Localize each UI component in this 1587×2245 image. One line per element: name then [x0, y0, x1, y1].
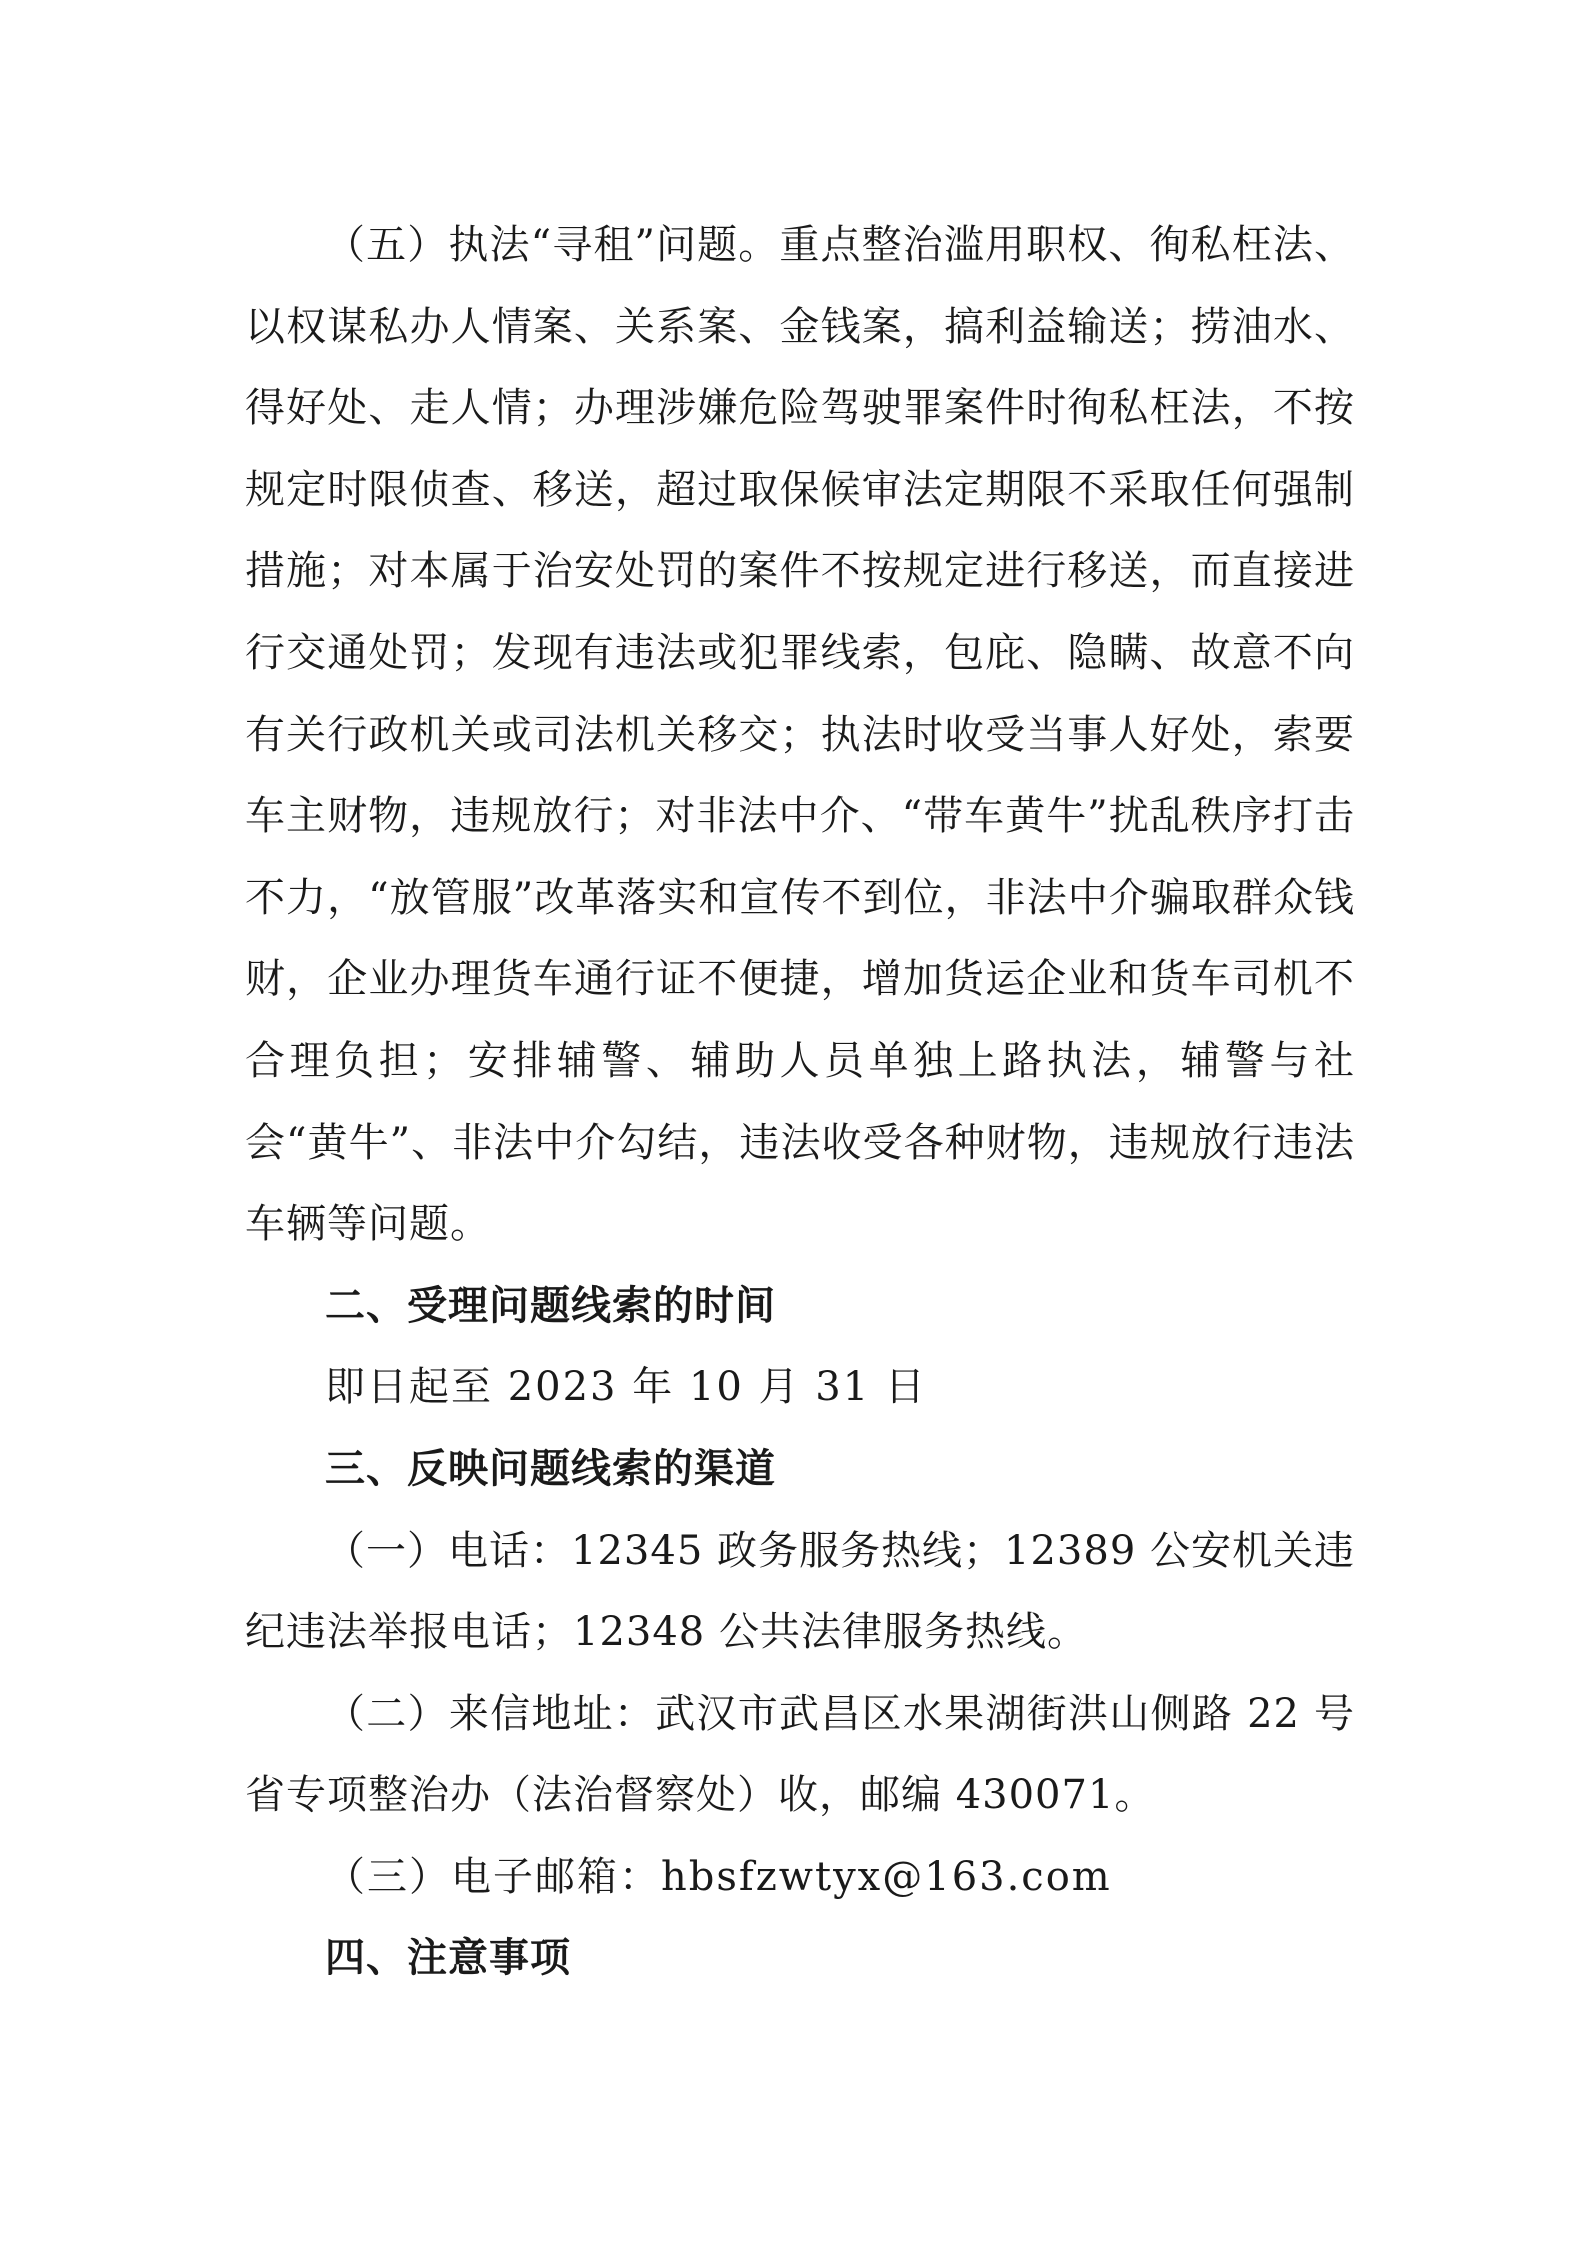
section-heading-notes: 四、注意事项 [325, 1935, 571, 1982]
section-heading-acceptance-time: 二、受理问题线索的时间 [325, 1282, 776, 1329]
channel-phone-text: （一）电话：12345 政务服务热线；12389 公安机关违纪违法举报电话；12348 公共法律服务热线。 [245, 1527, 1355, 1656]
document-page [245, 205, 1355, 2000]
section-heading-report-channels: 三、反映问题线索的渠道 [325, 1445, 776, 1492]
channel-mail-address-text: （二）来信地址：武汉市武昌区水果湖街洪山侧路 22 号省专项整治办（法治督察处）收，邮编 430071。 [245, 1690, 1355, 1819]
paragraph-enforcement-rent-seeking: （五）执法“寻租”问题。重点整治滥用职权、徇私枉法、以权谋私办人情案、关系案、金钱案，搞利益输送；捞油水、得好处、走人情；办理涉嫌危险驾驶罪案件时徇私枉法，不按规定时限侦查、移送，超过取保候审法定期限不采取任何强制措施；对本属于治安处罚的案件不按规定进行移送，而直接进行交通处罚；发现有违法或犯罪线索，包庇、隐瞒、故意不向有关行政机关或司法机关移交；执法时收受当事人好处，索要车主财物，违规放行；对非法中介、“带车黄牛”扰乱秩序打击不力，“放管服”改革落实和宣传不到位，非法中介骗取群众钱财，企业办理货车通行证不便捷，增加货运企业和货车司机不合理负担；安排辅警、辅助人员单独上路执法，辅警与社会“黄牛”、非法中介勾结，违法收受各种财物，违规放行违法车辆等问题。 [245, 222, 1355, 1248]
channel-email-text: （三）电子邮箱：hbsfzwtyx@163.com [325, 1853, 1112, 1900]
acceptance-time-text: 即日起至 2023 年 10 月 31 日 [325, 1364, 927, 1411]
